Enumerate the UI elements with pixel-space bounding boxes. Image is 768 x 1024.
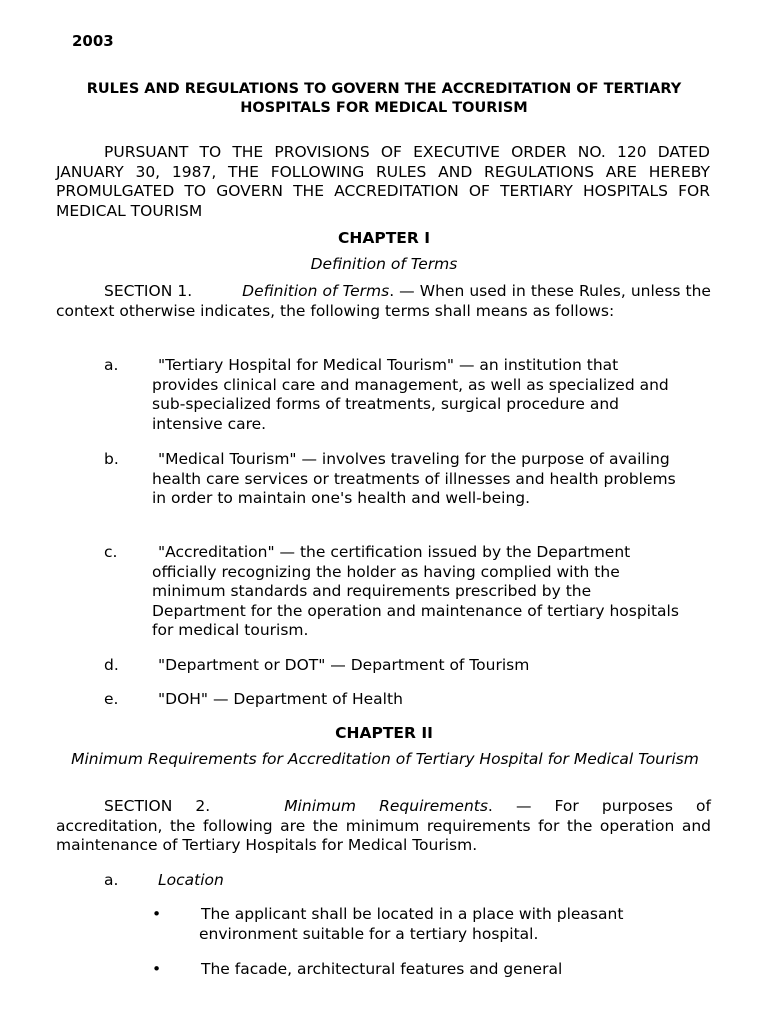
document-year: 2003 — [72, 32, 114, 50]
definition-item-e — [104, 690, 684, 710]
section-2-text: . — For purposes of accreditation, the following are the minimum requirements for the operation and maintenance of Tertiary Hospitals for Medical Tourism. — [56, 797, 711, 854]
chapter-2-heading: CHAPTER II — [335, 724, 433, 742]
bullet-icon: • — [152, 960, 162, 978]
item-marker: b. — [104, 450, 119, 468]
definition-item-b — [104, 450, 684, 509]
section-1-caption: Definition of Terms — [242, 282, 390, 300]
section-1-paragraph — [56, 282, 711, 321]
item-marker: a. — [104, 871, 119, 889]
section-1-text: . — When used in these Rules, unless the context otherwise indicates, the following terms shall means as follows: — [56, 282, 711, 320]
definition-item-a — [104, 356, 684, 434]
section-2-caption: Minimum Requirements — [284, 797, 488, 815]
section-2-label: SECTION 2. — [104, 797, 211, 815]
document-title: RULES AND REGULATIONS TO GOVERN THE ACCREDITATION OF TERTIARY HOSPITALS FOR MEDICAL TOURISM — [86, 81, 682, 116]
bullet-text: The facade, architectural features and general — [201, 960, 563, 978]
item-marker: d. — [104, 656, 119, 674]
preamble-paragraph: PURSUANT TO THE PROVISIONS OF EXECUTIVE ORDER NO. 120 DATED JANUARY 30, 1987, THE FOLLOWING RULES AND REGULATIONS ARE HEREBY PROMULGATED TO GOVERN THE ACCREDITATION OF TERTIARY HOSPITALS FOR MEDICAL TOURISM — [56, 143, 710, 220]
section-2-paragraph — [56, 797, 711, 856]
item-text: "Accreditation" — the certification issued by the Department officially recognizing the holder as having complied with the minimum standards and requirements prescribed by the Department for the operation and maintenance of tertiary hospitals for medical tourism. — [152, 543, 679, 639]
section-1-label: SECTION 1. — [104, 282, 193, 300]
item-heading: Location — [158, 871, 224, 889]
item-text: "Department or DOT" — Department of Tourism — [158, 656, 530, 674]
bullet-text: The applicant shall be located in a place with pleasant environment suitable for a tertiary hospital. — [199, 905, 624, 943]
bullet-icon: • — [152, 905, 162, 923]
requirement-item-a — [104, 871, 684, 891]
requirement-bullet-1 — [152, 905, 672, 944]
item-marker: c. — [104, 543, 118, 561]
item-text: "Tertiary Hospital for Medical Tourism" — an institution that provides clinical care and management, as well as specialized and sub-specialized forms of treatments, surgical procedure and intensive care. — [152, 356, 669, 433]
item-text: "DOH" — Department of Health — [158, 690, 403, 708]
item-marker: e. — [104, 690, 119, 708]
chapter-1-heading: CHAPTER I — [338, 229, 430, 247]
chapter-2-subtitle: Minimum Requirements for Accreditation of Tertiary Hospital for Medical Tourism — [71, 750, 699, 768]
requirement-bullet-2 — [152, 960, 672, 980]
definition-item-d — [104, 656, 684, 676]
chapter-1-subtitle: Definition of Terms — [310, 255, 458, 273]
item-text: "Medical Tourism" — involves traveling for the purpose of availing health care services or treatments of illnesses and health problems in order to maintain one's health and well-being. — [152, 450, 676, 507]
definition-item-c — [104, 543, 684, 641]
item-marker: a. — [104, 356, 119, 374]
